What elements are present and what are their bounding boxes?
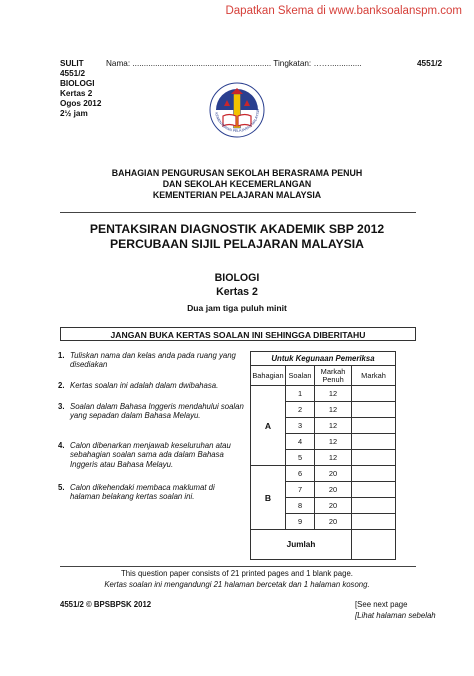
question-number: 4 xyxy=(286,434,315,450)
full-marks: 12 xyxy=(315,386,352,402)
instruction-text: Calon dikehendaki membaca maklumat di halaman belakang kertas soalan ini. xyxy=(70,483,215,502)
full-marks: 20 xyxy=(315,482,352,498)
instruction-item xyxy=(58,402,246,421)
see-next-page: [See next page xyxy=(355,600,408,609)
top-link[interactable]: Dapatkan Skema di www.banksoalanspm.com xyxy=(225,5,462,17)
name-class-field: Nama: ............................................................. Tingkatan: …….............. xyxy=(106,59,362,68)
question-number: 1 xyxy=(286,386,315,402)
warning-banner: JANGAN BUKA KERTAS SOALAN INI SEHINGGA DIBERITAHU xyxy=(60,327,416,341)
header-code: 4551/2 xyxy=(60,69,86,78)
marks-cell xyxy=(352,450,396,466)
instruction-number: 5. xyxy=(58,483,65,492)
header-paper: Kertas 2 xyxy=(60,89,93,98)
title-line-1: PENTAKSIRAN DIAGNOSTIK AKADEMIK SBP 2012 xyxy=(89,222,385,236)
col-header-markah: Markah xyxy=(352,366,396,386)
instruction-number: 2. xyxy=(58,381,65,390)
marks-cell xyxy=(352,482,396,498)
col-header-soalan: Soalan xyxy=(286,366,315,386)
exam-title xyxy=(0,222,474,252)
total-label: Jumlah xyxy=(251,530,352,560)
divider xyxy=(60,566,416,567)
full-marks: 20 xyxy=(315,498,352,514)
instruction-text: Calon dibenarkan menjawab keseluruhan atau sebahagian soalan sama ada dalam Bahasa Inggeris atau Bahasa Melayu. xyxy=(70,441,231,469)
page-count-english: This question paper consists of 21 printed pages and 1 blank page. xyxy=(121,569,353,578)
instruction-item xyxy=(58,351,246,370)
full-marks: 12 xyxy=(315,418,352,434)
header-subject: BIOLOGI xyxy=(60,79,95,88)
duration-text: Dua jam tiga puluh minit xyxy=(187,303,287,313)
question-number: 3 xyxy=(286,418,315,434)
copyright: 4551/2 © BPSBPSK 2012 xyxy=(60,600,152,609)
organisation-block xyxy=(0,168,474,201)
instruction-text: Soalan dalam Bahasa Inggeris mendahului soalan yang sepadan dalam Bahasa Melayu. xyxy=(70,402,244,421)
marks-cell xyxy=(352,402,396,418)
section-a-label: A xyxy=(251,386,286,466)
instruction-text: Kertas soalan ini adalah dalam dwibahasa. xyxy=(70,381,219,390)
marks-cell xyxy=(352,386,396,402)
org-line-3: KEMENTERIAN PELAJARAN MALAYSIA xyxy=(152,190,322,200)
instruction-number: 3. xyxy=(58,402,65,411)
marks-cell xyxy=(352,514,396,530)
ministry-logo-icon xyxy=(207,80,267,140)
full-marks: 20 xyxy=(315,514,352,530)
examiner-marks-table xyxy=(250,351,396,560)
paper-name: Kertas 2 xyxy=(216,286,258,298)
marks-cell xyxy=(352,418,396,434)
instruction-number: 4. xyxy=(58,441,65,450)
instruction-text: Tuliskan nama dan kelas anda pada ruang yang disediakan xyxy=(70,351,236,370)
question-number: 8 xyxy=(286,498,315,514)
instruction-item xyxy=(58,381,246,390)
section-b-label: B xyxy=(251,466,286,530)
total-marks-cell xyxy=(352,530,396,560)
question-number: 5 xyxy=(286,450,315,466)
org-line-1: BAHAGIAN PENGURUSAN SEKOLAH BERASRAMA PENUH xyxy=(111,168,363,178)
instruction-item xyxy=(58,441,246,469)
logo-text: KEMENTERIAN PELAJARAN MALAYSIA xyxy=(214,109,261,134)
instruction-number: 1. xyxy=(58,351,65,360)
full-marks: 20 xyxy=(315,466,352,482)
subject-block xyxy=(0,271,474,299)
question-number: 6 xyxy=(286,466,315,482)
full-marks: 12 xyxy=(315,402,352,418)
marks-cell xyxy=(352,466,396,482)
page-count-malay: Kertas soalan ini mengandungi 21 halaman bercetak dan 1 halaman kosong. xyxy=(104,580,370,589)
title-line-2: PERCUBAAN SIJIL PELAJARAN MALAYSIA xyxy=(110,237,364,251)
marks-cell xyxy=(352,498,396,514)
subject-name: BIOLOGI xyxy=(214,272,260,284)
question-number: 2 xyxy=(286,402,315,418)
question-number: 7 xyxy=(286,482,315,498)
paper-code: 4551/2 xyxy=(417,59,443,68)
question-number: 9 xyxy=(286,514,315,530)
see-next-page-malay: [Lihat halaman sebelah xyxy=(355,611,436,620)
instruction-item xyxy=(58,483,246,502)
divider xyxy=(60,212,416,213)
header-month: Ogos 2012 xyxy=(60,99,102,108)
org-line-2: DAN SEKOLAH KECEMERLANGAN xyxy=(162,179,312,189)
full-marks: 12 xyxy=(315,434,352,450)
full-marks: 12 xyxy=(315,450,352,466)
left-header xyxy=(60,59,101,119)
col-header-markah-penuh: Markah Penuh xyxy=(315,366,352,386)
header-sulit: SULIT xyxy=(60,59,84,68)
col-header-bahagian: Bahagian xyxy=(251,366,286,386)
marks-cell xyxy=(352,434,396,450)
table-heading: Untuk Kegunaan Pemeriksa xyxy=(251,352,396,366)
header-duration: 2½ jam xyxy=(60,109,88,118)
